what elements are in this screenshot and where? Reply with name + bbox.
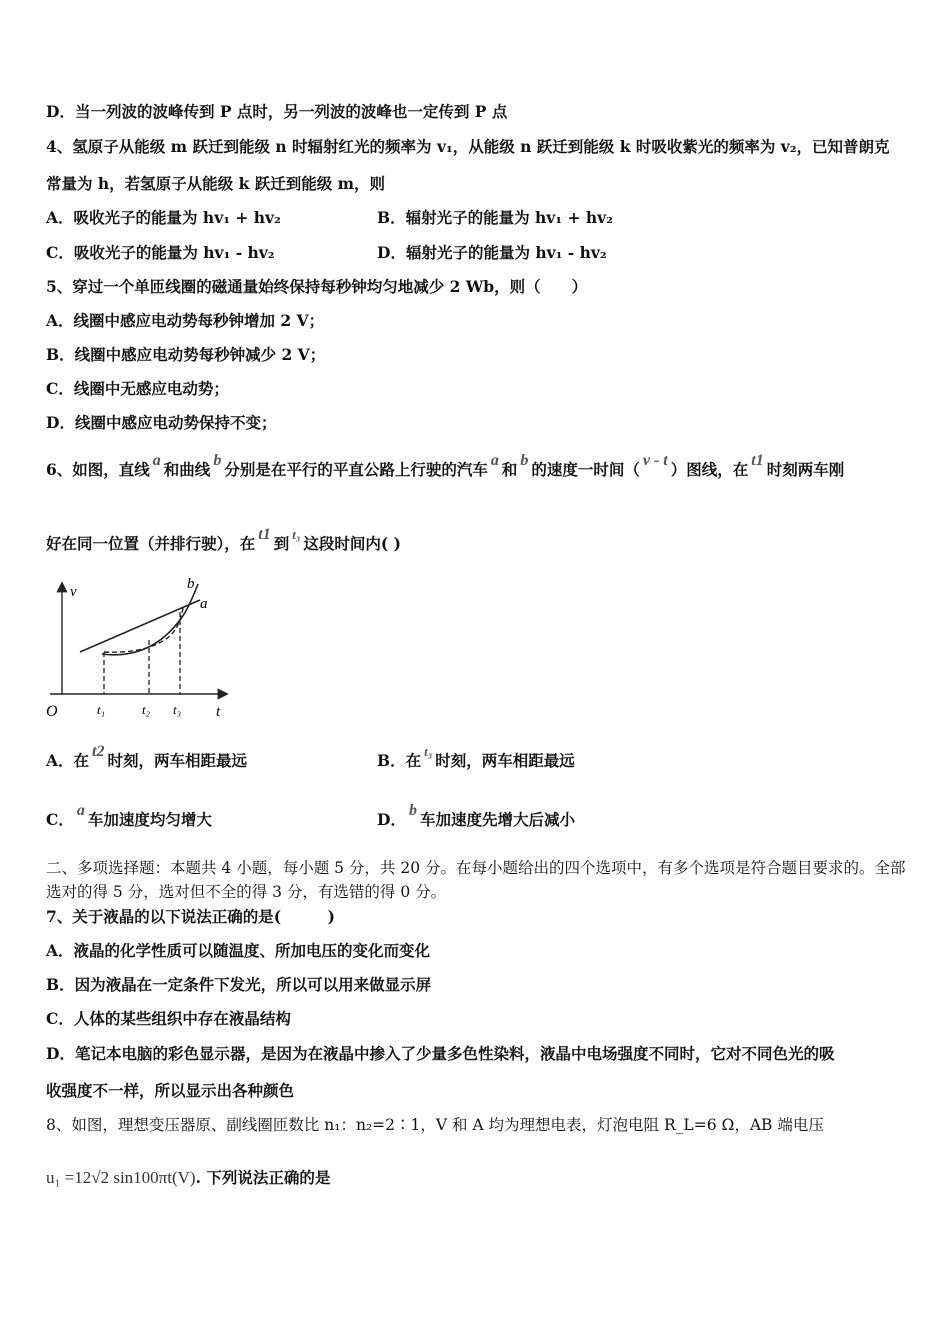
q6-stem-line2 bbox=[46, 526, 401, 555]
q3-option-d: D．当一列波的波峰传到 P 点时，另一列波的波峰也一定传到 P 点 bbox=[46, 102, 508, 121]
vt-graph bbox=[40, 574, 240, 724]
q6-var-t3: t₃ bbox=[424, 744, 433, 759]
q6-var-t1: t1 bbox=[258, 526, 271, 543]
q6-option-a-text: 时刻，两车相距最远 bbox=[107, 751, 247, 770]
q7-stem: 7、关于液晶的以下说法正确的是( ) bbox=[46, 907, 335, 926]
q6-var-b: b bbox=[520, 452, 529, 469]
q7-option-c: C．人体的某些组织中存在液晶结构 bbox=[46, 1009, 291, 1028]
q6-text: 时刻两车刚 bbox=[766, 460, 845, 479]
q4-option-a: A．吸收光子的能量为 hv₁ + hv₂ bbox=[46, 208, 281, 227]
q6-option-c-prefix: C． bbox=[46, 810, 74, 829]
label-origin: O bbox=[46, 703, 58, 720]
q4-stem-line1: 4、氢原子从能级 m 跃迁到能级 n 时辐射红光的频率为 v₁，从能级 n 跃迁到能级 k 时吸收紫光的频率为 v₂，已知普朗克 bbox=[46, 137, 890, 156]
q6-text: 这段时间内( ) bbox=[303, 534, 401, 553]
q6-text: ）图线，在 bbox=[670, 460, 749, 479]
q5-option-b: B．线圈中感应电动势每秒钟减少 2 V； bbox=[46, 345, 326, 364]
q6-option-b bbox=[377, 744, 575, 772]
q6-var-b: b bbox=[408, 802, 417, 819]
q7-option-b: B．因为液晶在一定条件下发光，所以可以用来做显示屏 bbox=[46, 975, 432, 994]
q4-option-d: D．辐射光子的能量为 hv₁ - hv₂ bbox=[377, 243, 607, 262]
q6-var-t1: t1 bbox=[751, 452, 764, 469]
q5-option-a: A．线圈中感应电动势每秒钟增加 2 V； bbox=[46, 311, 325, 330]
q6-option-c-text: 车加速度均匀增大 bbox=[87, 810, 212, 829]
q6-var-vt: v - t bbox=[642, 452, 668, 469]
q7-option-d-line2: 收强度不一样，所以显示出各种颜色 bbox=[46, 1081, 295, 1100]
q6-option-a-prefix: A．在 bbox=[46, 751, 90, 770]
section2-heading: 二、多项选择题：本题共 4 小题，每小题 5 分，共 20 分。在每小题给出的四个选项中，有多个选项是符合题目要求的。全部选对的得 5 分，选对但不全的得 3 分，有选错的得 0 分。 bbox=[46, 859, 906, 901]
q6-var-a: a bbox=[76, 802, 85, 819]
q5-option-d: D．线圈中感应电动势保持不变； bbox=[46, 413, 277, 432]
q6-option-a bbox=[46, 743, 247, 772]
label-t: t bbox=[216, 704, 221, 720]
label-t1: t₁ bbox=[97, 702, 106, 717]
q5-option-c: C．线圈中无感应电动势； bbox=[46, 379, 229, 398]
q6-text: 和曲线 bbox=[163, 460, 211, 479]
q6-option-b-prefix: B．在 bbox=[377, 751, 422, 770]
q6-option-c bbox=[46, 802, 212, 831]
q6-var-t2: t2 bbox=[92, 743, 105, 760]
q4-option-c: C．吸收光子的能量为 hv₁ - hv₂ bbox=[46, 243, 275, 262]
q8-stem: 8、如图，理想变压器原、副线圈匝数比 n₁：n₂=2∶1，V 和 A 均为理想电表，灯泡电阻 R_L=6 Ω，AB 端电压 bbox=[46, 1116, 824, 1134]
q6-text: 到 bbox=[273, 534, 290, 553]
q6-var-a: a bbox=[152, 452, 161, 469]
q8-formula: u₁ =12√2 sin100πt(V) bbox=[46, 1168, 196, 1187]
q6-stem-line1 bbox=[46, 452, 845, 481]
label-b: b bbox=[187, 576, 195, 592]
line-a bbox=[80, 600, 200, 652]
label-a: a bbox=[200, 596, 208, 612]
curve-b bbox=[102, 584, 198, 655]
q6-var-a: a bbox=[490, 452, 499, 469]
q6-text: 的速度一时间（ bbox=[531, 460, 640, 479]
q6-option-d bbox=[377, 802, 575, 831]
label-v: v bbox=[70, 584, 77, 600]
q8-tail: . 下列说法正确的是 bbox=[195, 1168, 331, 1187]
q7-option-d-line1: D．笔记本电脑的彩色显示器，是因为在液晶中掺入了少量多色性染料，液晶中电场强度不同时，它对不同色光的吸 bbox=[46, 1044, 835, 1063]
label-t2: t₂ bbox=[142, 702, 151, 717]
label-t3: t₃ bbox=[173, 702, 182, 717]
q6-text: 6、如图，直线 bbox=[46, 460, 150, 479]
q4-option-b: B．辐射光子的能量为 hv₁ + hv₂ bbox=[377, 208, 613, 227]
q6-var-t3: t₃ bbox=[292, 527, 301, 542]
q6-option-d-text: 车加速度先增大后减小 bbox=[419, 810, 575, 829]
q6-option-d-prefix: D． bbox=[377, 810, 406, 829]
q5-stem: 5、穿过一个单匝线圈的磁通量始终保持每秒钟均匀地减少 2 Wb，则（ ） bbox=[46, 277, 588, 296]
q8-formula-line bbox=[46, 1168, 330, 1188]
q6-var-b: b bbox=[213, 452, 222, 469]
q4-stem-line2: 常量为 h，若氢原子从能级 k 跃迁到能级 m，则 bbox=[46, 174, 385, 193]
q6-text: 好在同一位置（并排行驶），在 bbox=[46, 534, 256, 553]
q6-option-b-text: 时刻，两车相距最远 bbox=[435, 751, 575, 770]
q7-option-a: A．液晶的化学性质可以随温度、所加电压的变化而变化 bbox=[46, 941, 431, 960]
q6-text: 分别是在平行的平直公路上行驶的汽车 bbox=[224, 460, 488, 479]
q6-text: 和 bbox=[501, 460, 518, 479]
